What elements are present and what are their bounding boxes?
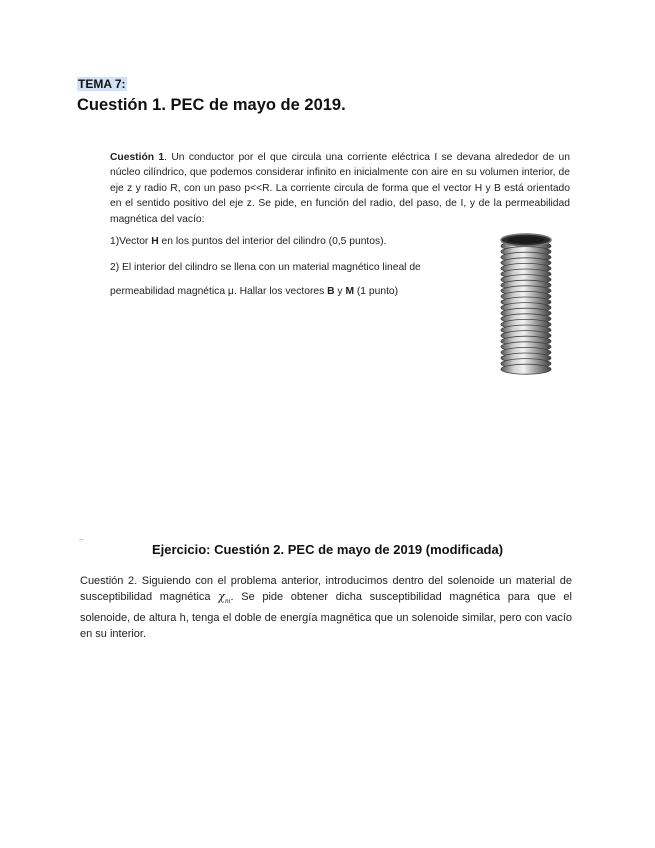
chi-subscript: m xyxy=(224,598,231,606)
cuestion1-item1 xyxy=(110,236,386,247)
cuestion1-text: . Un conductor por el que circula una corriente eléctrica I se devana alrededor de un núcleo cilíndrico, que podemos considerar infinito en inicialmente con aire en su volumen interior, de eje z y radio R, con un paso p<<R. La corriente circula de forma que el vector H y B está orientado en el sentido positivo del eje z. Se pide, en función del radio, del paso, de I, y de la permeabilidad magnética del vacío: xyxy=(110,152,571,225)
cuestion1-item2-line2 xyxy=(110,286,398,297)
cuestion1-label: Cuestión 1 xyxy=(110,152,165,163)
item2-suffix: (1 punto) xyxy=(354,286,399,297)
chi-letter: χ xyxy=(218,590,225,603)
coil-turn xyxy=(501,364,551,374)
solenoid-coil-image xyxy=(496,232,556,380)
ejercicio-paragraph xyxy=(80,573,572,642)
item1-vector-h: H xyxy=(151,236,159,247)
item2-vector-m: M xyxy=(345,286,355,297)
ejercicio-text-end: . Se pide obtener dicha susceptibilidad magnética para que el solenoide, de altura h, tenga el doble de energía magnética que un solenoide similar, pero con vacío en su interior. xyxy=(80,591,572,641)
item1-suffix: en los puntos del interior del cilindro (0,5 puntos). xyxy=(158,236,387,247)
item2-prefix: permeabilidad magnética μ. Hallar los vectores xyxy=(110,286,328,297)
mark-dashes: -- xyxy=(79,537,84,544)
item1-prefix: 1)Vector xyxy=(110,236,152,247)
item2-vector-b: B xyxy=(327,286,335,297)
cuestion1-item2-line1: 2) El interior del cilindro se llena con un material magnético lineal de xyxy=(110,262,421,273)
page-title: Cuestión 1. PEC de mayo de 2019. xyxy=(77,96,346,114)
item2-conj: y xyxy=(334,286,346,297)
ejercicio-text-start: Cuestión 2. Siguiendo con el problema anterior, introducimos dentro del solenoide un material de susceptibilidad magnética xyxy=(80,575,572,603)
cuestion1-paragraph xyxy=(110,150,570,227)
ejercicio-title: Ejercicio: Cuestión 2. PEC de mayo de 2019 (modificada) xyxy=(151,542,504,557)
chi-symbol xyxy=(218,590,231,606)
tema-heading: TEMA 7: xyxy=(78,77,126,91)
